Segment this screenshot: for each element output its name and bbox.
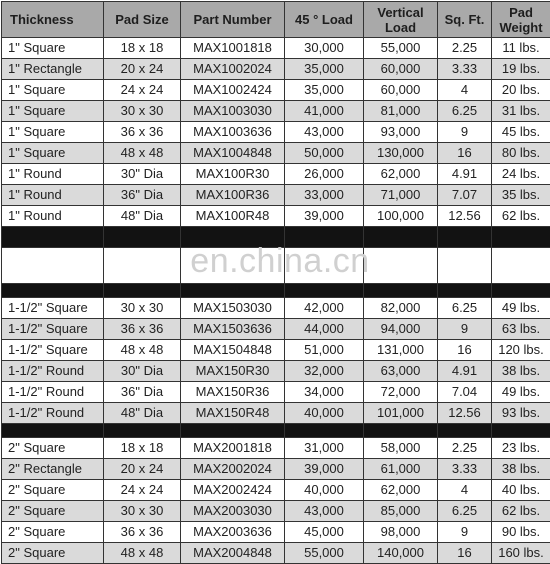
cell-vertical-load: 60,000 — [364, 59, 438, 80]
cell-part-number: MAX150R36 — [181, 382, 285, 403]
cell-sq-ft: 4.91 — [438, 164, 492, 185]
cell-thickness: 2" Rectangle — [2, 459, 104, 480]
cell-pad-weight: 38 lbs. — [492, 361, 550, 382]
section-gap-cell — [181, 248, 285, 284]
cell-part-number: MAX100R36 — [181, 185, 285, 206]
cell-45-load: 33,000 — [285, 185, 364, 206]
table-row — [2, 361, 550, 382]
cell-vertical-load: 140,000 — [364, 543, 438, 564]
cell-vertical-load: 98,000 — [364, 522, 438, 543]
cell-sq-ft: 6.25 — [438, 298, 492, 319]
section-divider-cell — [364, 284, 438, 298]
cell-pad-weight: 63 lbs. — [492, 319, 550, 340]
cell-part-number: MAX1003030 — [181, 101, 285, 122]
table-row — [2, 143, 550, 164]
header-thickness: Thickness — [2, 2, 104, 38]
section-divider-cell — [2, 227, 104, 248]
cell-pad-size: 48 x 48 — [104, 340, 181, 361]
table-row — [2, 80, 550, 101]
cell-part-number: MAX2002024 — [181, 459, 285, 480]
cell-part-number: MAX150R30 — [181, 361, 285, 382]
cell-pad-weight: 90 lbs. — [492, 522, 550, 543]
section-divider-cell — [438, 284, 492, 298]
cell-thickness: 1-1/2" Square — [2, 298, 104, 319]
cell-sq-ft: 6.25 — [438, 101, 492, 122]
cell-part-number: MAX1001818 — [181, 38, 285, 59]
cell-thickness: 1" Square — [2, 101, 104, 122]
header-part-number: Part Number — [181, 2, 285, 38]
cell-thickness: 1-1/2" Square — [2, 340, 104, 361]
table-row — [2, 501, 550, 522]
header-vertical-load: Vertical Load — [364, 2, 438, 38]
cell-pad-size: 36 x 36 — [104, 122, 181, 143]
cell-45-load: 40,000 — [285, 480, 364, 501]
cell-sq-ft: 3.33 — [438, 459, 492, 480]
cell-vertical-load: 131,000 — [364, 340, 438, 361]
watermark: en.china.cn — [180, 242, 380, 281]
cell-part-number: MAX2003030 — [181, 501, 285, 522]
cell-thickness: 2" Square — [2, 522, 104, 543]
table-row — [2, 59, 550, 80]
cell-pad-size: 30" Dia — [104, 361, 181, 382]
cell-pad-size: 36" Dia — [104, 185, 181, 206]
cell-sq-ft: 9 — [438, 522, 492, 543]
cell-vertical-load: 55,000 — [364, 38, 438, 59]
cell-part-number: MAX1504848 — [181, 340, 285, 361]
cell-pad-weight: 49 lbs. — [492, 298, 550, 319]
cell-pad-weight: 20 lbs. — [492, 80, 550, 101]
cell-thickness: 1" Round — [2, 206, 104, 227]
cell-part-number: MAX150R48 — [181, 403, 285, 424]
section-divider-cell — [285, 424, 364, 438]
section-divider-cell — [364, 227, 438, 248]
cell-vertical-load: 72,000 — [364, 382, 438, 403]
header-pad-weight: Pad Weight — [492, 2, 550, 38]
cell-pad-size: 48" Dia — [104, 403, 181, 424]
cell-45-load: 45,000 — [285, 522, 364, 543]
cell-45-load: 26,000 — [285, 164, 364, 185]
cell-pad-size: 48 x 48 — [104, 143, 181, 164]
cell-pad-size: 48 x 48 — [104, 543, 181, 564]
cell-thickness: 1" Square — [2, 122, 104, 143]
section-divider-cell — [2, 284, 104, 298]
cell-part-number: MAX1503030 — [181, 298, 285, 319]
cell-45-load: 35,000 — [285, 59, 364, 80]
table-row — [2, 298, 550, 319]
section-gap — [2, 248, 550, 284]
cell-thickness: 1-1/2" Round — [2, 361, 104, 382]
cell-pad-size: 30 x 30 — [104, 501, 181, 522]
cell-sq-ft: 12.56 — [438, 403, 492, 424]
cell-sq-ft: 7.07 — [438, 185, 492, 206]
cell-45-load: 39,000 — [285, 459, 364, 480]
cell-sq-ft: 4 — [438, 480, 492, 501]
cell-part-number: MAX2001818 — [181, 438, 285, 459]
section-divider — [2, 227, 550, 248]
cell-pad-size: 18 x 18 — [104, 438, 181, 459]
cell-pad-weight: 120 lbs. — [492, 340, 550, 361]
cell-pad-size: 30" Dia — [104, 164, 181, 185]
cell-pad-size: 20 x 24 — [104, 59, 181, 80]
cell-sq-ft: 16 — [438, 143, 492, 164]
table-body — [2, 38, 550, 564]
cell-thickness: 1" Round — [2, 185, 104, 206]
table-row — [2, 382, 550, 403]
cell-pad-weight: 62 lbs. — [492, 206, 550, 227]
cell-pad-size: 18 x 18 — [104, 38, 181, 59]
cell-thickness: 2" Square — [2, 543, 104, 564]
cell-vertical-load: 100,000 — [364, 206, 438, 227]
cell-part-number: MAX100R30 — [181, 164, 285, 185]
cell-vertical-load: 61,000 — [364, 459, 438, 480]
section-divider-cell — [181, 424, 285, 438]
pad-spec-table — [1, 1, 550, 564]
cell-45-load: 51,000 — [285, 340, 364, 361]
cell-sq-ft: 9 — [438, 319, 492, 340]
cell-pad-weight: 160 lbs. — [492, 543, 550, 564]
table-row — [2, 438, 550, 459]
table-row — [2, 38, 550, 59]
section-divider-cell — [285, 284, 364, 298]
cell-pad-size: 20 x 24 — [104, 459, 181, 480]
table-row — [2, 543, 550, 564]
cell-thickness: 1" Square — [2, 80, 104, 101]
cell-vertical-load: 81,000 — [364, 101, 438, 122]
cell-part-number: MAX100R48 — [181, 206, 285, 227]
cell-pad-size: 48" Dia — [104, 206, 181, 227]
section-divider-cell — [364, 424, 438, 438]
section-divider-cell — [492, 424, 550, 438]
section-divider-cell — [104, 424, 181, 438]
section-divider-cell — [104, 227, 181, 248]
table-row — [2, 164, 550, 185]
section-divider-cell — [438, 227, 492, 248]
cell-45-load: 40,000 — [285, 403, 364, 424]
cell-vertical-load: 101,000 — [364, 403, 438, 424]
cell-vertical-load: 71,000 — [364, 185, 438, 206]
cell-45-load: 42,000 — [285, 298, 364, 319]
cell-pad-size: 24 x 24 — [104, 80, 181, 101]
cell-vertical-load: 130,000 — [364, 143, 438, 164]
section-divider — [2, 284, 550, 298]
cell-vertical-load: 58,000 — [364, 438, 438, 459]
cell-pad-weight: 45 lbs. — [492, 122, 550, 143]
cell-45-load: 41,000 — [285, 101, 364, 122]
cell-part-number: MAX1002424 — [181, 80, 285, 101]
cell-vertical-load: 85,000 — [364, 501, 438, 522]
table-row — [2, 185, 550, 206]
cell-vertical-load: 93,000 — [364, 122, 438, 143]
cell-pad-weight: 40 lbs. — [492, 480, 550, 501]
cell-vertical-load: 82,000 — [364, 298, 438, 319]
cell-sq-ft: 9 — [438, 122, 492, 143]
cell-vertical-load: 94,000 — [364, 319, 438, 340]
section-gap-cell — [492, 248, 550, 284]
section-divider-cell — [438, 424, 492, 438]
cell-pad-size: 30 x 30 — [104, 298, 181, 319]
table-row — [2, 403, 550, 424]
cell-sq-ft: 4.91 — [438, 361, 492, 382]
cell-pad-weight: 49 lbs. — [492, 382, 550, 403]
section-gap-cell — [2, 248, 104, 284]
table-row — [2, 480, 550, 501]
cell-45-load: 44,000 — [285, 319, 364, 340]
table-row — [2, 101, 550, 122]
section-divider-cell — [181, 284, 285, 298]
cell-thickness: 1-1/2" Round — [2, 382, 104, 403]
table-row — [2, 522, 550, 543]
cell-part-number: MAX1004848 — [181, 143, 285, 164]
cell-vertical-load: 62,000 — [364, 480, 438, 501]
cell-pad-weight: 31 lbs. — [492, 101, 550, 122]
cell-part-number: MAX1003636 — [181, 122, 285, 143]
cell-pad-size: 36" Dia — [104, 382, 181, 403]
cell-vertical-load: 62,000 — [364, 164, 438, 185]
cell-thickness: 1-1/2" Square — [2, 319, 104, 340]
section-divider-cell — [285, 227, 364, 248]
section-gap-cell — [285, 248, 364, 284]
table-row — [2, 122, 550, 143]
cell-45-load: 35,000 — [285, 80, 364, 101]
cell-thickness: 2" Square — [2, 501, 104, 522]
cell-sq-ft: 7.04 — [438, 382, 492, 403]
cell-45-load: 55,000 — [285, 543, 364, 564]
cell-pad-size: 36 x 36 — [104, 319, 181, 340]
cell-pad-size: 36 x 36 — [104, 522, 181, 543]
section-divider-cell — [181, 227, 285, 248]
section-divider-cell — [492, 284, 550, 298]
cell-part-number: MAX2003636 — [181, 522, 285, 543]
cell-45-load: 30,000 — [285, 38, 364, 59]
cell-45-load: 43,000 — [285, 501, 364, 522]
section-divider-cell — [492, 227, 550, 248]
section-divider — [2, 424, 550, 438]
table-row — [2, 459, 550, 480]
cell-pad-weight: 38 lbs. — [492, 459, 550, 480]
cell-pad-weight: 19 lbs. — [492, 59, 550, 80]
cell-pad-size: 24 x 24 — [104, 480, 181, 501]
cell-thickness: 1-1/2" Round — [2, 403, 104, 424]
cell-thickness: 1" Rectangle — [2, 59, 104, 80]
section-gap-cell — [104, 248, 181, 284]
header-pad-size: Pad Size — [104, 2, 181, 38]
section-divider-cell — [104, 284, 181, 298]
cell-pad-weight: 62 lbs. — [492, 501, 550, 522]
cell-pad-weight: 11 lbs. — [492, 38, 550, 59]
cell-part-number: MAX1002024 — [181, 59, 285, 80]
cell-part-number: MAX2004848 — [181, 543, 285, 564]
cell-part-number: MAX1503636 — [181, 319, 285, 340]
cell-pad-weight: 24 lbs. — [492, 164, 550, 185]
cell-sq-ft: 4 — [438, 80, 492, 101]
section-divider-cell — [2, 424, 104, 438]
cell-pad-weight: 23 lbs. — [492, 438, 550, 459]
section-gap-cell — [438, 248, 492, 284]
table-row — [2, 206, 550, 227]
cell-sq-ft: 6.25 — [438, 501, 492, 522]
cell-45-load: 32,000 — [285, 361, 364, 382]
cell-thickness: 2" Square — [2, 480, 104, 501]
cell-thickness: 1" Square — [2, 143, 104, 164]
cell-thickness: 1" Round — [2, 164, 104, 185]
cell-pad-weight: 35 lbs. — [492, 185, 550, 206]
header-sq-ft: Sq. Ft. — [438, 2, 492, 38]
table-row — [2, 319, 550, 340]
cell-thickness: 2" Square — [2, 438, 104, 459]
cell-pad-weight: 80 lbs. — [492, 143, 550, 164]
table-row — [2, 340, 550, 361]
cell-sq-ft: 16 — [438, 340, 492, 361]
cell-thickness: 1" Square — [2, 38, 104, 59]
cell-sq-ft: 2.25 — [438, 438, 492, 459]
cell-pad-size: 30 x 30 — [104, 101, 181, 122]
cell-part-number: MAX2002424 — [181, 480, 285, 501]
table-header — [2, 2, 550, 38]
cell-45-load: 34,000 — [285, 382, 364, 403]
cell-pad-weight: 93 lbs. — [492, 403, 550, 424]
cell-vertical-load: 63,000 — [364, 361, 438, 382]
cell-45-load: 43,000 — [285, 122, 364, 143]
cell-sq-ft: 2.25 — [438, 38, 492, 59]
section-gap-cell — [364, 248, 438, 284]
cell-45-load: 31,000 — [285, 438, 364, 459]
cell-sq-ft: 12.56 — [438, 206, 492, 227]
cell-sq-ft: 3.33 — [438, 59, 492, 80]
cell-45-load: 50,000 — [285, 143, 364, 164]
header-row — [2, 2, 550, 38]
cell-45-load: 39,000 — [285, 206, 364, 227]
header-45-load: 45 ° Load — [285, 2, 364, 38]
cell-sq-ft: 16 — [438, 543, 492, 564]
cell-vertical-load: 60,000 — [364, 80, 438, 101]
